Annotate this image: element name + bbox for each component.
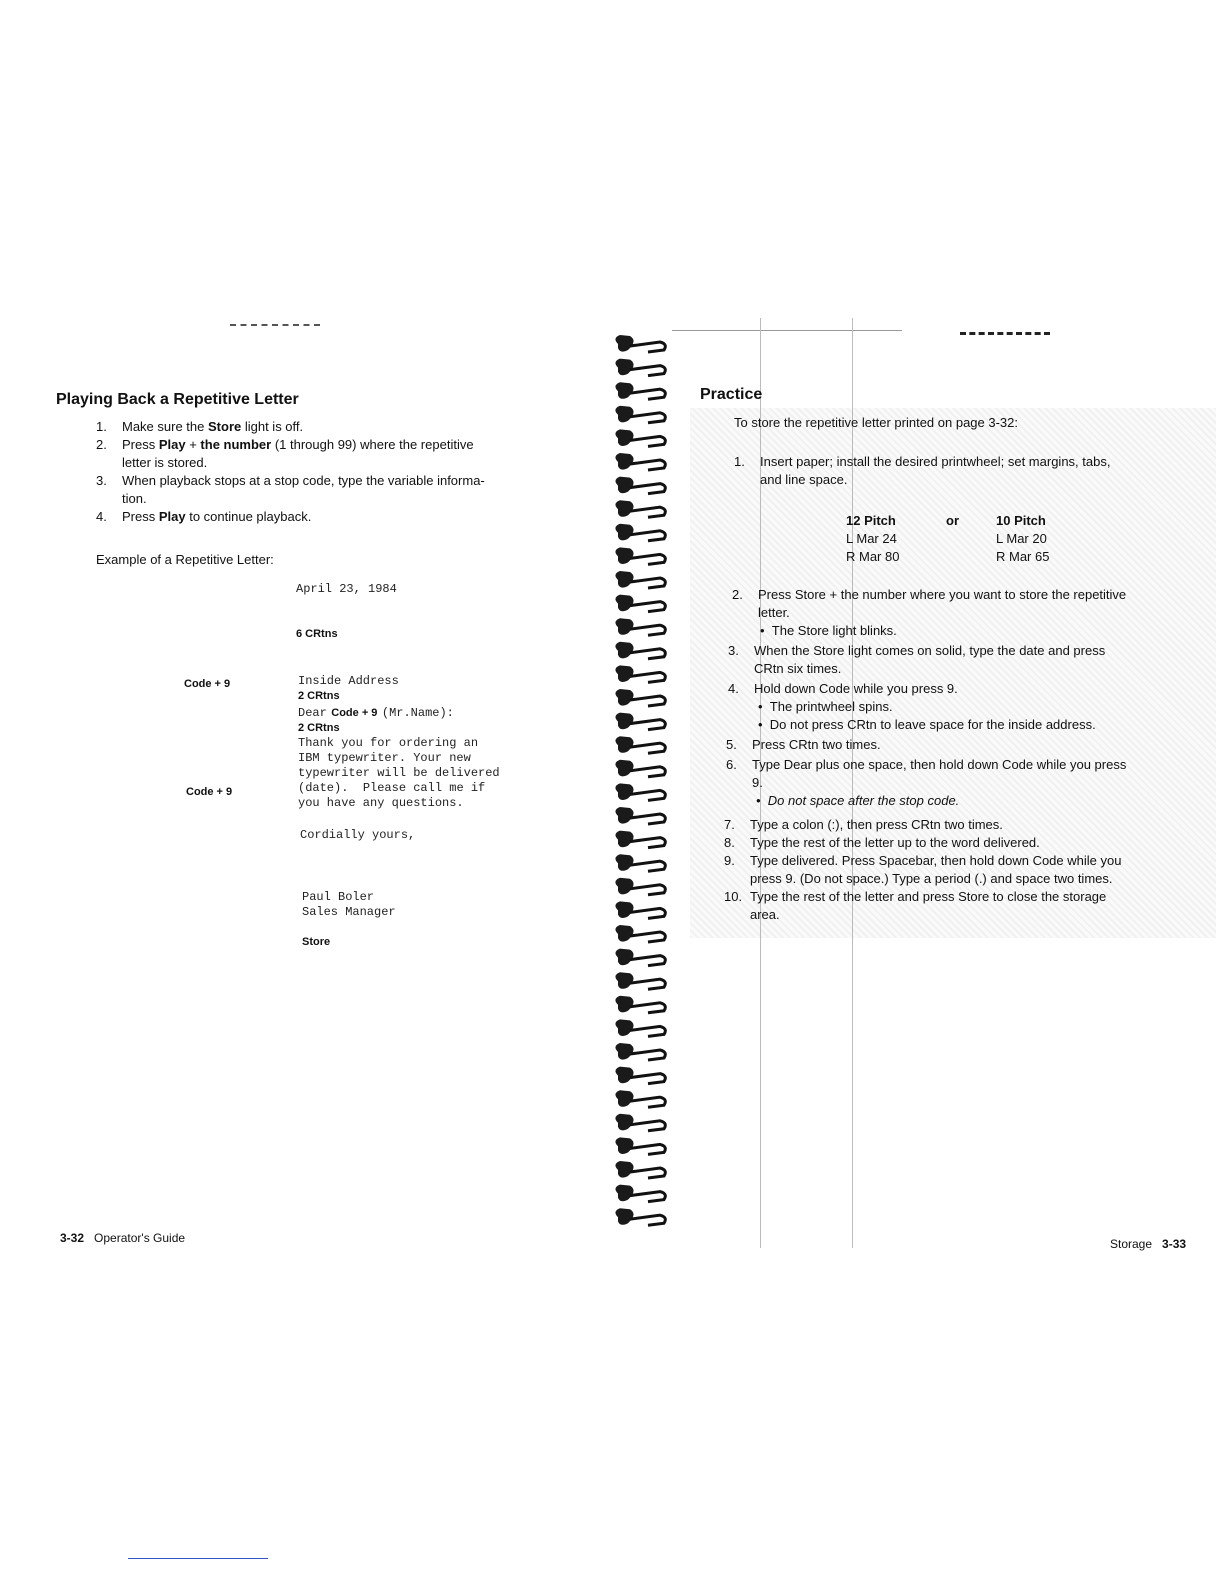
spiral-coil [615, 524, 665, 541]
step-4: 4. Press Play to continue playback. [96, 509, 312, 524]
spiral-coil [615, 595, 665, 612]
practice-step-7: 7. Type a colon (:), then press CRtn two times. [724, 817, 1003, 832]
spiral-coil [615, 878, 665, 895]
spiral-coil [615, 1161, 665, 1178]
letter-date: April 23, 1984 [296, 582, 397, 596]
spiral-coil [615, 477, 665, 494]
top-dash-right [960, 332, 1050, 338]
spiral-coil [615, 406, 665, 423]
spiral-coil [615, 783, 665, 800]
spiral-coil [615, 429, 665, 446]
top-dash-left [230, 324, 320, 329]
practice-title: Practice [700, 386, 763, 403]
practice-step-8: 8. Type the rest of the letter up to the word delivered. [724, 835, 1040, 850]
footer-left: 3-32 Operator's Guide [60, 1231, 186, 1245]
spiral-coil [615, 1114, 665, 1131]
spiral-coil [615, 807, 665, 824]
spiral-coil [615, 996, 665, 1013]
spiral-coil [615, 1043, 665, 1060]
step-3-line2: tion. [122, 491, 147, 506]
spiral-coil [615, 1019, 665, 1036]
practice-step-2: 2. Press Store + the number where you want to store the repetitive letter. • The Store light blinks. [732, 586, 1214, 640]
step-4-bullet-2: • Do not press CRtn to leave space for the inside address. [758, 717, 1096, 732]
spiral-coil [615, 925, 665, 942]
step-4-bullet-1: • The printwheel spins. [758, 699, 893, 714]
step-2: 2. Press Play + the number (1 through 99) where the repetitive [96, 437, 474, 452]
step-2-line2: letter is stored. [122, 455, 208, 470]
spiral-coil [615, 736, 665, 753]
practice-step-3: 3. When the Store light comes on solid, type the date and press CRtn six times. [728, 643, 1106, 676]
spiral-coil [615, 500, 665, 517]
practice-steps-7-10: 7. Type a colon (:), then press CRtn two times. 8. Type the rest of the letter up to the word delivered. 9. Type delivered. Press Spacebar, then hold down Code while you press 9. (Do not space.) Type a period (.) and space two times. 10. Type the rest of the letter and press Store to close the storage area. [724, 816, 1216, 924]
spiral-coil [615, 1137, 665, 1154]
step-3: 3. When playback stops at a stop code, type the variable informa- [96, 473, 485, 488]
letter-inside: Inside Address [298, 674, 399, 688]
letter-store: Store [302, 936, 331, 948]
practice-step-1: 1. Insert paper; install the desired printwheel; set margins, tabs, and line space. [734, 454, 1111, 487]
left-title: Playing Back a Repetitive Letter [56, 391, 299, 408]
spiral-coil [615, 618, 665, 635]
pitch-10: 10 Pitch L Mar 20 R Mar 65 [996, 513, 1050, 564]
step-2-bullet: • The Store light blinks. [760, 623, 897, 638]
practice-step-5: 5. Press CRtn two times. [726, 737, 881, 752]
letter-body-2: IBM typewriter. Your new [298, 751, 471, 765]
spiral-coil [615, 1185, 665, 1202]
practice-step-10: 10. Type the rest of the letter and press Store to close the storage [724, 889, 1107, 904]
letter-block [298, 674, 500, 811]
spiral-coil [615, 571, 665, 588]
practice-intro: To store the repetitive letter printed on page 3-32: [734, 415, 1019, 430]
footer-right: Storage 3-33 [1110, 1237, 1187, 1251]
letter-signature: Paul Boler Sales Manager [302, 890, 396, 919]
spiral-coil [615, 335, 665, 352]
left-steps [96, 418, 566, 526]
letter-crtn6: 6 CRtns [296, 628, 338, 640]
spiral-coil [615, 760, 665, 777]
spiral-coil [615, 359, 665, 376]
spiral-coil [615, 1090, 665, 1107]
spiral-coil [615, 949, 665, 966]
step-6-bullet: • Do not space after the stop code. [756, 793, 960, 808]
spiral-coil [615, 1208, 665, 1225]
spiral-binding [608, 330, 678, 1240]
practice-step-6: 6. Type Dear plus one space, then hold down Code while you press 9. • Do not space after the stop code. [726, 756, 1216, 810]
pitch-or: or [946, 513, 959, 528]
spiral-coil [615, 382, 665, 399]
practice-step-4: 4. Hold down Code while you press 9. • The printwheel spins. • Do not press CRtn to leave space for the inside address. [728, 680, 1214, 734]
spiral-coil [615, 642, 665, 659]
code-label-2: Code + 9 [186, 786, 233, 798]
spiral-coil [615, 453, 665, 470]
example-label: Example of a Repetitive Letter: [96, 552, 274, 567]
spiral-coil [615, 854, 665, 871]
spiral-coil [615, 547, 665, 564]
letter-body-1: Thank you for ordering an [298, 736, 479, 750]
spiral-coil [615, 901, 665, 918]
letter-dear-line: Dear Code + 9 (Mr.Name): [298, 706, 454, 720]
letter-body-4: (date). Please call me if [298, 781, 486, 795]
pitch-12: 12 Pitch L Mar 24 R Mar 80 [846, 513, 900, 564]
top-rule [672, 330, 902, 331]
letter-crtn2b: 2 CRtns [298, 722, 340, 734]
spiral-coil [615, 1067, 665, 1084]
letter-body-3: typewriter will be delivered [298, 766, 500, 780]
spiral-coil [615, 665, 665, 682]
spiral-coil [615, 972, 665, 989]
code-label-1: Code + 9 [184, 678, 231, 690]
letter-crtn2a: 2 CRtns [298, 690, 340, 702]
step-1: 1. Make sure the Store light is off. [96, 419, 304, 434]
bottom-link-line [128, 1558, 268, 1559]
practice-step-9: 9. Type delivered. Press Spacebar, then hold down Code while you [724, 853, 1122, 868]
letter-closing: Cordially yours, [300, 828, 416, 842]
spiral-coil [615, 713, 665, 730]
letter-body-5: you have any questions. [298, 796, 464, 810]
spiral-coil [615, 689, 665, 706]
spiral-coil [615, 831, 665, 848]
